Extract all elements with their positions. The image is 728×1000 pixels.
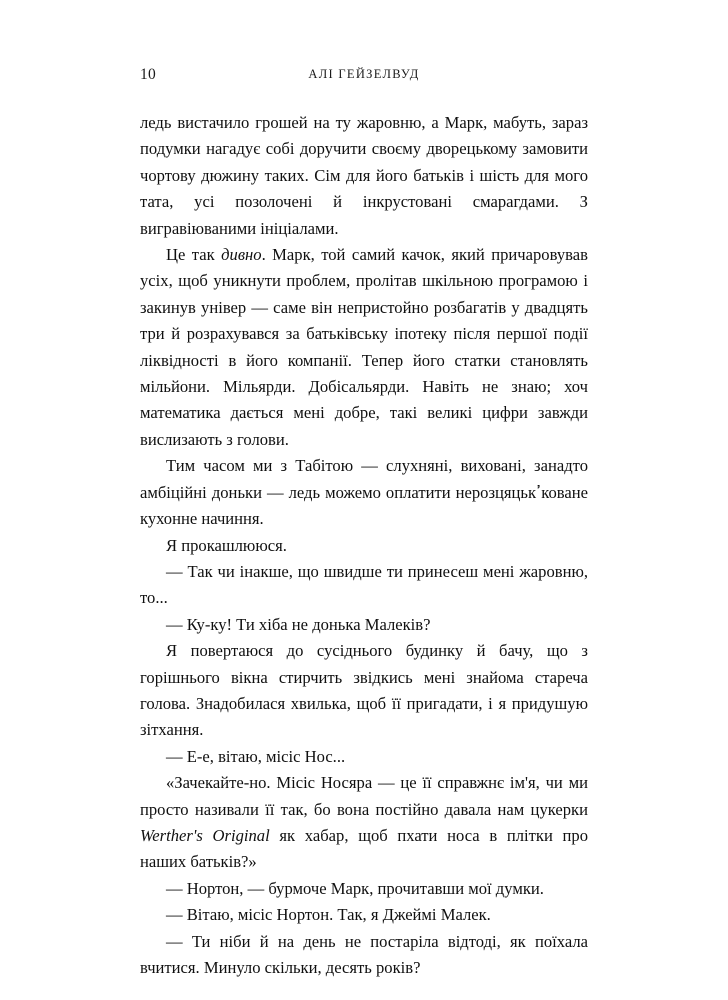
page-body xyxy=(140,110,588,981)
page-number: 10 xyxy=(140,66,157,83)
page-header xyxy=(140,66,588,86)
paragraph: Це так дивно. Марк, той самий качок, який причаровував усіх, щоб уникнути проблем, пролітав шкільною програмою і закинув універ — саме він непристойно розбагатів у двадцять три й розрахувався за батьківську іпотеку після першої події ліквідності в його компанії. Тепер його статки становлять мільйони. Мільярди. Добісальярди. Навіть не знаю; хоч математика дається мені добре, такі великі цифри завжди вислизають з голови. xyxy=(140,245,588,449)
paragraph: «Зачекайте-но. Місіс Носяра — це її справжнє ім'я, чи ми просто називали її так, бо вона постійно давала нам цукерки Werther's Original як хабар, щоб пхати носа в плітки про наших батьків?» xyxy=(140,773,588,872)
emphasis-text: дивно xyxy=(221,245,262,265)
paragraph: — Е-е, вітаю, місіс Нос... xyxy=(166,746,346,766)
paragraph: ледь вистачило грошей на ту жаровню, а Марк, мабуть, зараз подумки нагадує собі доручити своєму дворецькому замовити чортову дюжину таких. Сім для його батьків і шість для мого тата, усі позолочені й інкрустовані смарагдами. З вигравіюваними ініціалами. xyxy=(140,113,588,238)
paragraph: Я прокашлююся. xyxy=(166,535,287,555)
paragraph: Тим часом ми з Табітою — слухняні, виховані, занадто амбіційні доньки — ледь можемо оплатити нерозцяцькߴковане кухонне начиння. xyxy=(140,456,588,529)
emphasis-text: Werther's Original xyxy=(140,825,270,845)
running-title: АЛІ ГЕЙЗЕЛВУД xyxy=(308,67,420,81)
paragraph: — Ти ніби й на день не постаріла відтоді, як поїхала вчитися. Минуло скільки, десять років? xyxy=(140,931,588,977)
paragraph: Я повертаюся до сусіднього будинку й бачу, що з горішнього вікна стирчить звідкись мені знайома стареча голова. Знадобилася хвилька, щоб її пригадати, і я придушую зітхання. xyxy=(140,641,588,740)
paragraph: — Так чи інакше, що швидше ти принесеш мені жаровню, то... xyxy=(140,561,588,608)
paragraph: — Нортон, — бурмоче Марк, прочитавши мої думки. xyxy=(166,878,544,898)
paragraph: — Вітаю, місіс Нортон. Так, я Джеймі Малек. xyxy=(166,905,491,925)
paragraph: — Ку-ку! Ти хіба не донька Малеків? xyxy=(166,614,431,634)
